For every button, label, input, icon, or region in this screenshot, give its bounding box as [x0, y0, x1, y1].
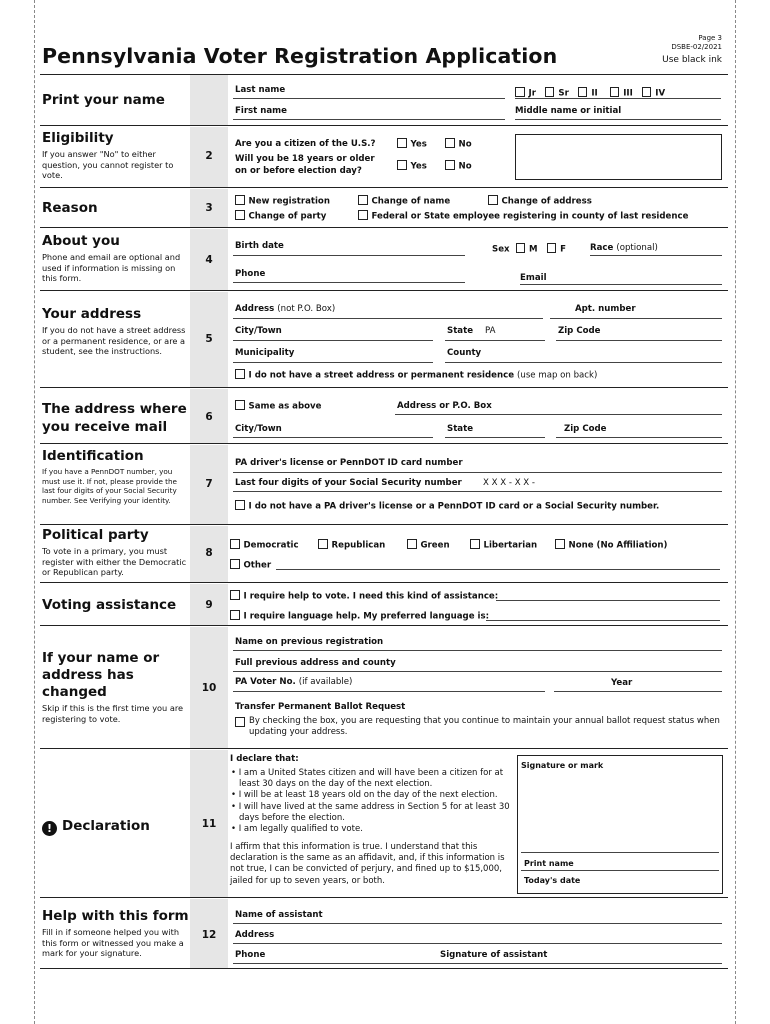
party-none-label: None (No Affiliation) [568, 540, 668, 551]
ballot-transfer-title: Transfer Permanent Ballot Request [235, 702, 406, 712]
ssn-mask: X X X - X X - [483, 478, 536, 488]
section-title: About you [42, 233, 120, 249]
section-number-column [190, 584, 228, 625]
declaration-bullet: • I will be at least 18 years old on the day of the next election. [231, 790, 498, 801]
ink-note: Use black ink [662, 55, 722, 65]
suffix-iv-label: IV [655, 88, 666, 99]
print-name-label: Print name [524, 859, 574, 868]
reason-name-checkbox[interactable] [358, 195, 368, 205]
section-number-column [190, 526, 228, 582]
citizen-no-checkbox[interactable] [445, 138, 455, 148]
age-yes-checkbox[interactable] [397, 160, 407, 170]
section-number-column [190, 75, 228, 125]
year-field[interactable] [554, 691, 722, 692]
middle-name-label: Middle name or initial [515, 106, 622, 116]
party-green-checkbox[interactable] [407, 539, 417, 549]
declare-heading: I declare that: [230, 754, 299, 764]
municipality-label: Municipality [235, 348, 295, 358]
suffix-iii-label: III [623, 88, 633, 99]
section-subtitle: To vote in a primary, you must register with either the Democratic or Republican party. [42, 546, 187, 577]
declaration-bullet: • I am a United States citizen and will have been a citizen for at least 30 days on the day of the next election. [231, 768, 504, 790]
suffix-group [515, 87, 665, 99]
section-subtitle: If you do not have a street address or a permanent residence, or are a student, see the instructions. [42, 325, 186, 356]
section-about-you [40, 229, 728, 291]
suffix-iv-checkbox[interactable] [642, 87, 652, 97]
assistant-phone-label: Phone [235, 950, 266, 960]
declaration-bullet: • I will have lived at the same address in Section 5 for at least 30 days before the election. [231, 801, 510, 823]
no-address-checkbox[interactable] [235, 369, 245, 379]
section-subtitle: If you have a PennDOT number, you must use it. If not, please provide the last four digits of your Social Security number. See Verifying your identity. [42, 467, 177, 505]
same-as-above-checkbox[interactable] [235, 400, 245, 410]
assistant-name-field[interactable] [233, 923, 722, 924]
email-field[interactable] [520, 284, 722, 285]
section-political-party [40, 526, 728, 583]
reason-party-label: Change of party [248, 211, 327, 222]
section-number-column [190, 389, 228, 443]
no-address-option[interactable] [235, 369, 597, 381]
state-label [447, 326, 496, 336]
section-number: 6 [205, 411, 213, 423]
ballot-transfer-text: By checking the box, you are requesting that you continue to maintain your annual ballot request status when updating your address. [249, 716, 720, 738]
mail-address-label: Address or P.O. Box [397, 401, 492, 411]
party-republican-label: Republican [331, 540, 386, 551]
party-democratic-checkbox[interactable] [230, 539, 240, 549]
signature-rule [521, 852, 719, 853]
race-field[interactable] [590, 255, 722, 256]
suffix-sr-label: Sr [558, 88, 569, 99]
no-address-label: I do not have a street address or permanent residence [248, 370, 515, 381]
ssn-field[interactable] [233, 491, 722, 492]
party-none-checkbox[interactable] [555, 539, 565, 549]
language-checkbox[interactable] [230, 610, 240, 620]
party-other-checkbox[interactable] [230, 559, 240, 569]
assistant-signature-label: Signature of assistant [440, 950, 548, 960]
party-none[interactable] [555, 539, 667, 551]
city-field[interactable] [233, 340, 433, 341]
voter-no-field[interactable] [233, 691, 545, 692]
assistance-checkbox[interactable] [230, 590, 240, 600]
section-title: Your address [42, 306, 142, 322]
address-text: Address [235, 304, 275, 314]
citizen-yes-label: Yes [410, 139, 427, 150]
section-number-column [190, 750, 228, 897]
prev-name-label: Name on previous registration [235, 637, 384, 647]
no-id-label: I do not have a PA driver's license or a PennDOT ID card or a Social Security number. [248, 501, 660, 512]
section-title: Political party [42, 527, 149, 543]
affirm-text: I affirm that this information is true. I understand that this declaration is the same as an affidavit, and, if this information is not true, I can be convicted of perjury, and fined up to $15,000, jailed for up to seven years, or both. [230, 842, 505, 886]
section-name [40, 75, 728, 126]
section-number: 11 [201, 818, 217, 830]
age-question-line1: Will you be 18 years or older [235, 154, 375, 164]
reason-new[interactable] [235, 195, 330, 207]
sex-m-checkbox[interactable] [516, 243, 526, 253]
section-reason [40, 189, 728, 228]
apt-label: Apt. number [575, 304, 636, 314]
sex-label: Sex [492, 244, 510, 255]
first-name-label: First name [235, 106, 287, 116]
county-label: County [447, 348, 482, 358]
language-field[interactable] [486, 620, 720, 621]
reason-employee-checkbox[interactable] [358, 210, 368, 220]
section-changes [40, 627, 728, 749]
suffix-iii-checkbox[interactable] [610, 87, 620, 97]
citizen-yes[interactable] [397, 138, 427, 150]
last-name-label: Last name [235, 85, 286, 95]
declaration-list [230, 768, 516, 835]
race-optional: (optional) [616, 243, 658, 253]
section-number: 8 [205, 547, 213, 559]
section-number: 5 [205, 333, 213, 345]
form-code: DSBE-02/2021 [671, 43, 722, 51]
city-label: City/Town [235, 326, 282, 336]
no-id-checkbox[interactable] [235, 500, 245, 510]
suffix-ii-label: II [591, 88, 598, 99]
first-name-field[interactable] [233, 119, 505, 120]
section-voting-assistance [40, 584, 728, 626]
section-number: 12 [201, 929, 217, 941]
declaration-bullet: • I am legally qualified to vote. [231, 824, 363, 835]
party-republican-checkbox[interactable] [318, 539, 328, 549]
section-number-column [190, 189, 228, 227]
assistance-label: I require help to vote. I need this kind of assistance: [243, 591, 499, 602]
section-number: 3 [205, 202, 213, 214]
mail-zip-label: Zip Code [564, 424, 607, 434]
age-no-checkbox[interactable] [445, 160, 455, 170]
zip-label: Zip Code [558, 326, 601, 336]
address-label [235, 304, 335, 314]
section-help [40, 899, 728, 969]
state-field [445, 340, 545, 341]
prev-name-field[interactable] [233, 650, 722, 651]
sex-group [492, 243, 566, 255]
assistant-address-field[interactable] [233, 943, 722, 944]
cut-line-left [34, 0, 35, 1024]
prev-address-label: Full previous address and county [235, 658, 396, 668]
ssn-label: Last four digits of your Social Security number [235, 478, 462, 488]
citizen-no-label: No [458, 139, 472, 150]
mail-state-field[interactable] [445, 437, 545, 438]
party-green[interactable] [407, 539, 450, 551]
reason-address-label: Change of address [501, 196, 592, 207]
apt-field[interactable] [550, 318, 722, 319]
party-democratic-label: Democratic [243, 540, 299, 551]
suffix-jr-label: Jr [528, 88, 536, 99]
section-number: 9 [205, 599, 213, 611]
party-republican[interactable] [318, 539, 385, 551]
party-other[interactable] [230, 559, 271, 571]
phone-field[interactable] [233, 282, 465, 283]
license-field[interactable] [233, 472, 722, 473]
state-text: State [447, 326, 474, 336]
section-title: Print your name [42, 92, 165, 108]
assistant-address-label: Address [235, 930, 275, 940]
reason-name-label: Change of name [371, 196, 451, 207]
mail-address-field[interactable] [395, 414, 722, 415]
section-number-column [190, 445, 228, 524]
section-title: Identification [42, 448, 144, 464]
address-field[interactable] [233, 318, 543, 319]
section-number-column [190, 127, 228, 187]
exclamation-icon: ! [42, 821, 57, 836]
section-subtitle: Fill in if someone helped you with this form or witnessed you make a mark for your signature. [42, 927, 184, 958]
mail-city-label: City/Town [235, 424, 282, 434]
sex-f-checkbox[interactable] [547, 243, 557, 253]
party-other-label: Other [243, 560, 272, 571]
section-declaration [40, 750, 728, 898]
mail-state-label: State [447, 424, 474, 434]
same-as-above-option[interactable] [235, 400, 321, 412]
birth-date-label: Birth date [235, 241, 284, 251]
section-subtitle: Skip if this is the first time you are registering to vote. [42, 703, 184, 724]
suffix-rule [515, 98, 721, 99]
mail-zip-field[interactable] [556, 437, 722, 438]
section-title: Voting assistance [42, 597, 177, 613]
suffix-ii-checkbox[interactable] [578, 87, 588, 97]
age-yes[interactable] [397, 160, 427, 172]
reason-employee[interactable] [358, 210, 688, 222]
race-label [590, 243, 658, 253]
party-democratic[interactable] [230, 539, 299, 551]
county-field[interactable] [445, 362, 722, 363]
reason-party-checkbox[interactable] [235, 210, 245, 220]
language-option[interactable] [230, 610, 489, 622]
signature-box [517, 755, 723, 894]
citizen-no[interactable] [445, 138, 472, 150]
assistance-option[interactable] [230, 590, 498, 602]
no-id-option[interactable] [235, 500, 659, 512]
voter-no-note: (if available) [298, 677, 353, 687]
reason-new-checkbox[interactable] [235, 195, 245, 205]
assistance-field[interactable] [496, 600, 720, 601]
section-number: 4 [205, 254, 213, 266]
party-other-field[interactable] [276, 569, 720, 570]
office-use-box [515, 134, 722, 180]
page-meta [671, 34, 722, 52]
reason-employee-label: Federal or State employee registering in county of last residence [371, 211, 689, 222]
section-subtitle: Phone and email are optional and used if information is missing on this form. [42, 252, 181, 283]
sex-m-label: M [529, 244, 538, 255]
section-title: Eligibility [42, 130, 114, 146]
section-number: 10 [201, 682, 217, 694]
assistant-name-label: Name of assistant [235, 910, 323, 920]
age-yes-label: Yes [410, 161, 427, 172]
age-no[interactable] [445, 160, 472, 172]
reason-party[interactable] [235, 210, 326, 222]
section-title: If your name or address has changed [42, 650, 160, 700]
language-label: I require language help. My preferred language is: [243, 611, 490, 622]
section-number-column [190, 292, 228, 387]
reason-address[interactable] [488, 195, 592, 207]
reason-address-checkbox[interactable] [488, 195, 498, 205]
ballot-transfer-checkbox[interactable] [235, 717, 245, 727]
section-title: Reason [42, 200, 98, 216]
section-title: Declaration [62, 818, 150, 834]
birth-date-field[interactable] [233, 255, 465, 256]
age-question-line2: on or before election day? [235, 166, 362, 176]
section-number-column [190, 627, 228, 748]
party-libertarian-checkbox[interactable] [470, 539, 480, 549]
voter-no-label [235, 677, 352, 687]
age-no-label: No [458, 161, 472, 172]
section-identification [40, 445, 728, 525]
citizen-question: Are you a citizen of the U.S.? [235, 139, 376, 149]
license-label: PA driver's license or PennDOT ID card number [235, 458, 463, 468]
suffix-sr-checkbox[interactable] [545, 87, 555, 97]
sex-f-label: F [560, 244, 566, 255]
reason-new-label: New registration [248, 196, 330, 207]
page-number: Page 3 [698, 34, 722, 42]
state-value: PA [485, 326, 496, 336]
section-eligibility [40, 127, 728, 188]
section-number-column [190, 229, 228, 290]
section-title-row [42, 818, 190, 836]
zip-field[interactable] [556, 340, 722, 341]
reason-name[interactable] [358, 195, 450, 207]
year-label: Year [611, 678, 633, 688]
section-title: Help with this form [42, 908, 189, 924]
section-mail-address [40, 389, 728, 444]
section-your-address [40, 292, 728, 388]
form-title: Pennsylvania Voter Registration Application [42, 44, 558, 68]
party-libertarian-label: Libertarian [483, 540, 538, 551]
last-name-field[interactable] [233, 98, 505, 99]
section-subtitle: If you answer "No" to either question, you cannot register to vote. [42, 149, 174, 180]
voter-no-text: PA Voter No. [235, 677, 296, 687]
party-green-label: Green [420, 540, 450, 551]
mail-city-field[interactable] [233, 437, 433, 438]
email-label: Email [520, 273, 547, 283]
section-number: 2 [205, 150, 213, 162]
assistant-phone-signature-field[interactable] [233, 963, 722, 964]
suffix-jr-checkbox[interactable] [515, 87, 525, 97]
same-as-above-label: Same as above [248, 401, 322, 412]
municipality-field[interactable] [233, 362, 433, 363]
section-title: The address where you receive mail [42, 401, 187, 435]
party-libertarian[interactable] [470, 539, 537, 551]
cut-line-right [735, 0, 736, 1024]
address-note: (not P.O. Box) [277, 304, 336, 314]
race-text: Race [590, 243, 614, 253]
no-address-note: (use map on back) [517, 370, 598, 381]
prev-address-field[interactable] [233, 671, 722, 672]
phone-label: Phone [235, 269, 266, 279]
section-number: 7 [205, 478, 213, 490]
date-label: Today's date [524, 876, 581, 885]
citizen-yes-checkbox[interactable] [397, 138, 407, 148]
signature-label[interactable]: Signature or mark [521, 761, 604, 770]
print-name-field[interactable] [521, 870, 719, 871]
section-number-column [190, 899, 228, 968]
middle-name-field[interactable] [515, 119, 721, 120]
